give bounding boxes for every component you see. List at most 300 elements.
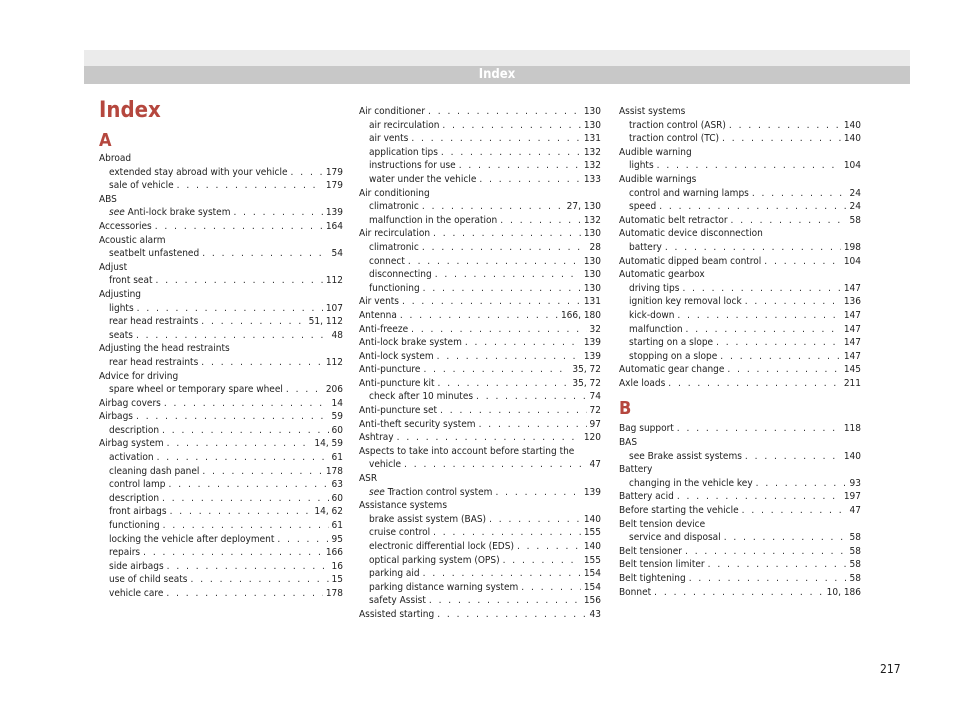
index-column-1 (99, 130, 343, 601)
entry-term (369, 486, 492, 500)
leader-dots (435, 268, 581, 282)
entry-page: 28 (589, 241, 601, 253)
leader-dots (164, 397, 329, 411)
entry-term (619, 572, 686, 586)
index-subentry (99, 206, 343, 220)
index-subentry (619, 531, 861, 545)
entry-text: changing in the vehicle key (629, 477, 753, 489)
entry-page: 61 (331, 520, 343, 532)
entry-page: 15 (331, 574, 343, 586)
leader-dots (442, 119, 580, 133)
entry-page: 97 (589, 418, 601, 430)
entry-page: 198 (843, 241, 861, 253)
entry-term (369, 255, 405, 269)
index-entry (359, 418, 601, 432)
index-subentry (359, 255, 601, 269)
leader-dots (433, 526, 581, 540)
entry-term (629, 309, 674, 323)
index-subentry (619, 200, 861, 214)
entry-term (109, 274, 153, 288)
index-subentry (359, 200, 601, 214)
entry-text: side airbags (109, 560, 164, 572)
entry-term (369, 540, 514, 554)
entry-page: 166 (325, 547, 343, 559)
entry-term (109, 247, 199, 261)
leader-dots (686, 323, 841, 337)
entry-term (99, 437, 164, 451)
index-heading: Automatic device disconnection (619, 228, 763, 240)
entry-term (369, 554, 500, 568)
entry-term (109, 465, 199, 479)
index-entry (619, 363, 861, 377)
entry-text: Anti-puncture set (359, 405, 438, 417)
entry-text: Antenna (359, 309, 397, 321)
entry-page: 74 (589, 391, 601, 403)
entry-text: Ashtray (359, 432, 394, 444)
index-heading: Acoustic alarm (99, 234, 166, 246)
entry-text: parking distance warning system (369, 581, 519, 593)
entry-text: Air vents (359, 296, 399, 308)
entry-page: 179 (325, 180, 343, 192)
index-subentry (359, 540, 601, 554)
entry-term (629, 159, 654, 173)
index-subentry (99, 573, 343, 587)
entry-text: control and warning lamps (629, 187, 749, 199)
index-entry (619, 377, 861, 391)
leader-dots (727, 363, 840, 377)
index-column-2 (359, 105, 601, 622)
entry-term (369, 132, 408, 146)
entry-page: 139 (325, 207, 343, 219)
entry-page: 130 (583, 282, 601, 294)
index-heading: Assist systems (619, 106, 686, 117)
entry-page: 156 (583, 595, 601, 607)
entry-text: description (109, 424, 160, 436)
leader-dots (423, 363, 569, 377)
index-heading: Aspects to take into account before starting the (359, 445, 575, 457)
entry-term (619, 422, 674, 436)
index-entry (99, 410, 343, 424)
index-entry (359, 309, 601, 323)
entry-term (109, 546, 140, 560)
entry-text: application tips (369, 146, 438, 158)
entry-page: 32 (589, 323, 601, 335)
entry-term (369, 581, 518, 595)
page-number: 217 (880, 662, 901, 676)
entry-term (359, 295, 399, 309)
index-subentry (359, 458, 601, 472)
entry-page: 48 (331, 329, 343, 341)
entry-text: sale of vehicle (109, 180, 174, 192)
entry-page: 130 (583, 119, 601, 131)
leader-dots (665, 241, 841, 255)
entry-term (369, 119, 439, 133)
index-entry (359, 431, 601, 445)
entry-text: connect (369, 255, 405, 267)
leader-dots (162, 492, 329, 506)
entry-term (369, 390, 473, 404)
entry-page: 147 (843, 309, 861, 321)
entry-text: instructions for use (369, 160, 456, 172)
entry-text: malfunction (629, 323, 683, 335)
leader-dots (745, 450, 841, 464)
entry-page: 24 (849, 187, 861, 199)
index-entry (619, 504, 861, 518)
index-entry (359, 227, 601, 241)
entry-text: disconnecting (369, 269, 432, 281)
leader-dots (657, 159, 841, 173)
entry-page: 95 (331, 533, 343, 545)
entry-term (369, 526, 430, 540)
leader-dots (402, 295, 581, 309)
entry-text: lights (629, 160, 654, 172)
index-subentry (619, 477, 861, 491)
entry-term (109, 519, 160, 533)
entry-page: 206 (325, 384, 343, 396)
entry-text: Belt tensioner (619, 545, 682, 557)
entry-page: 35, 72 (572, 377, 601, 389)
leader-dots (202, 465, 322, 479)
index-subentry (99, 302, 343, 316)
entry-term (369, 241, 419, 255)
entry-text: traction control (TC) (629, 133, 719, 145)
entry-page: 147 (843, 337, 861, 349)
entry-text: Anti-lock brake system (127, 207, 231, 219)
index-heading: Audible warnings (619, 173, 697, 185)
entry-term (359, 105, 425, 119)
leader-dots (397, 431, 581, 445)
index-entry (359, 350, 601, 364)
entry-page: 61 (331, 452, 343, 464)
leader-dots (202, 247, 328, 261)
entry-text: parking aid (369, 568, 420, 580)
entry-text: use of child seats (109, 574, 188, 586)
entry-text: climatronic (369, 241, 419, 253)
index-heading: Belt tension device (619, 518, 706, 530)
entry-term (359, 336, 462, 350)
entry-page: 35, 72 (572, 364, 601, 376)
entry-term (629, 531, 721, 545)
index-subentry (359, 214, 601, 228)
index-subentry (619, 350, 861, 364)
leader-dots (745, 295, 841, 309)
leader-dots (708, 558, 847, 572)
index-entry (619, 422, 861, 436)
entry-term (629, 295, 742, 309)
index-entry (359, 323, 601, 337)
entry-page: 60 (331, 492, 343, 504)
index-subentry (359, 282, 601, 296)
leader-dots (716, 336, 841, 350)
entry-term (619, 363, 724, 377)
entry-term (369, 214, 497, 228)
index-entry (619, 490, 861, 504)
entry-term (109, 383, 283, 397)
leader-dots (423, 282, 581, 296)
entry-page: 139 (583, 350, 601, 362)
index-entry (359, 105, 601, 119)
entry-page: 155 (583, 554, 601, 566)
entry-term (369, 458, 401, 472)
leader-dots (422, 241, 587, 255)
leader-dots (521, 581, 581, 595)
index-subentry (619, 309, 861, 323)
leader-dots (479, 173, 580, 187)
entry-page: 58 (849, 559, 861, 571)
entry-page: 27, 130 (566, 201, 601, 213)
entry-term (109, 492, 159, 506)
index-subentry (619, 187, 861, 201)
entry-text: safety Assist (369, 595, 426, 607)
entry-term (99, 220, 152, 234)
entry-text: Airbag covers (99, 397, 161, 409)
leader-dots (722, 132, 841, 146)
leader-dots (489, 513, 581, 527)
index-entry (619, 558, 861, 572)
entry-text: rear head restraints (109, 356, 199, 368)
index-heading: Adjust (99, 261, 128, 273)
leader-dots (441, 146, 581, 160)
leader-dots (201, 356, 323, 370)
entry-page: 58 (849, 545, 861, 557)
entry-page: 164 (325, 220, 343, 232)
entry-term (109, 587, 163, 601)
leader-dots (479, 418, 587, 432)
leader-dots (685, 545, 847, 559)
entry-term (629, 336, 713, 350)
index-subentry (99, 533, 343, 547)
entry-page: 131 (583, 296, 601, 308)
index-heading: ABS (99, 193, 117, 205)
entry-text: cleaning dash panel (109, 465, 200, 477)
index-column-3 (619, 105, 861, 599)
entry-text: description (109, 492, 160, 504)
leader-dots (167, 437, 312, 451)
section-letter: B (619, 398, 632, 420)
entry-page: 140 (583, 513, 601, 525)
entry-page: 112 (325, 275, 343, 287)
entry-text: speed (629, 201, 657, 213)
entry-term (359, 418, 476, 432)
entry-text: ignition key removal lock (629, 296, 742, 308)
entry-text: control lamp (109, 479, 166, 491)
entry-text: Belt tightening (619, 573, 686, 584)
index-subentry (359, 554, 601, 568)
entry-term (629, 323, 683, 337)
leader-dots (177, 179, 323, 193)
index-subentry (99, 519, 343, 533)
entry-term (619, 214, 728, 228)
entry-page: 178 (325, 588, 343, 599)
leader-dots (201, 315, 305, 329)
index-heading: Abroad (99, 153, 132, 164)
index-subentry (359, 513, 601, 527)
entry-page: 139 (583, 337, 601, 349)
leader-dots (286, 383, 323, 397)
leader-dots (764, 255, 841, 269)
index-subentry (99, 179, 343, 193)
entry-text: vehicle care (109, 588, 164, 599)
leader-dots (438, 377, 570, 391)
entry-page: 154 (583, 568, 601, 580)
entry-page: 14, 62 (314, 506, 343, 518)
index-entry (99, 437, 343, 451)
entry-page: 166, 180 (560, 309, 601, 321)
entry-text: Anti-theft security system (359, 418, 476, 430)
entry-page: 59 (331, 411, 343, 423)
leader-dots (277, 533, 328, 547)
leader-dots (423, 567, 581, 581)
entry-page: 139 (583, 486, 601, 498)
entry-term (369, 282, 420, 296)
leader-dots (166, 587, 322, 601)
entry-text: optical parking system (OPS) (369, 554, 500, 566)
leader-dots (503, 554, 581, 568)
leader-dots (742, 504, 847, 518)
entry-term (629, 132, 719, 146)
index-subentry (99, 356, 343, 370)
entry-text: Traction control system (387, 486, 493, 498)
index-subentry (99, 383, 343, 397)
entry-term (359, 404, 437, 418)
index-subentry (99, 505, 343, 519)
index-subentry (359, 567, 601, 581)
entry-text: lights (109, 302, 134, 314)
index-entry (619, 586, 861, 600)
entry-page: 10, 186 (826, 586, 861, 598)
entry-term (109, 166, 288, 180)
leader-dots (136, 329, 329, 343)
entry-term (629, 241, 662, 255)
leader-dots (677, 422, 841, 436)
entry-term (629, 187, 749, 201)
index-heading: Adjusting the head restraints (99, 343, 230, 355)
entry-text: extended stay abroad with your vehicle (109, 166, 288, 178)
entry-text: activation (109, 452, 154, 464)
entry-text: climatronic (369, 201, 419, 213)
see-reference: see (109, 207, 125, 219)
index-subentry (99, 315, 343, 329)
leader-dots (731, 214, 847, 228)
index-subentry (359, 173, 601, 187)
index-entry (99, 220, 343, 234)
leader-dots (729, 119, 841, 133)
entry-text: Assisted starting (359, 608, 435, 620)
entry-term (99, 410, 133, 424)
section-letter: A (99, 130, 112, 151)
leader-dots (291, 166, 323, 180)
index-subentry (359, 132, 601, 146)
leader-dots (170, 505, 312, 519)
entry-page: 58 (849, 532, 861, 544)
index-heading: Adjusting (99, 288, 142, 300)
entry-term (369, 268, 432, 282)
entry-page: 93 (849, 477, 861, 489)
entry-text: water under the vehicle (369, 173, 477, 185)
entry-term (109, 206, 230, 220)
entry-text: vehicle (369, 459, 402, 471)
entry-text: Anti-puncture kit (359, 377, 435, 389)
entry-text: Anti-puncture (359, 364, 421, 376)
leader-dots (136, 410, 329, 424)
index-entry (359, 404, 601, 418)
entry-term (619, 377, 665, 391)
entry-text: service and disposal (629, 532, 721, 544)
index-subentry (99, 329, 343, 343)
entry-term (629, 450, 742, 464)
entry-term (369, 146, 438, 160)
entry-page: 140 (583, 541, 601, 552)
entry-term (359, 227, 430, 241)
entry-page: 155 (583, 527, 601, 539)
entry-text: Before starting the vehicle (619, 505, 739, 517)
entry-text: driving tips (629, 282, 680, 294)
index-subentry (619, 241, 861, 255)
entry-page: 145 (843, 364, 861, 376)
entry-text: check after 10 minutes (369, 391, 474, 403)
entry-text: Airbag system (99, 438, 164, 450)
entry-text: Battery acid (619, 491, 674, 503)
entry-term (109, 451, 154, 465)
leader-dots (156, 274, 323, 288)
entry-term (359, 350, 434, 364)
entry-page: 132 (583, 160, 601, 172)
entry-page: 47 (849, 505, 861, 517)
index-subentry (619, 119, 861, 133)
entry-term (359, 377, 435, 391)
entry-term (359, 309, 397, 323)
entry-page: 120 (583, 432, 601, 444)
leader-dots (428, 105, 581, 119)
index-subentry (99, 587, 343, 601)
leader-dots (724, 531, 847, 545)
entry-text: traction control (ASR) (629, 119, 726, 131)
entry-text: brake assist system (BAS) (369, 513, 487, 525)
leader-dots (720, 350, 841, 364)
entry-term (619, 558, 705, 572)
entry-term (369, 200, 419, 214)
index-subentry (359, 526, 601, 540)
index-subentry (619, 323, 861, 337)
entry-text: spare wheel or temporary spare wheel (109, 384, 283, 396)
entry-page: 132 (583, 146, 601, 158)
see-reference: see (369, 486, 385, 498)
entry-text: Anti-lock brake system (359, 337, 462, 349)
index-heading: BAS (619, 437, 638, 449)
entry-page: 54 (331, 248, 343, 260)
entry-text: functioning (369, 282, 420, 294)
entry-term (359, 608, 434, 622)
entry-term (109, 560, 164, 574)
leader-dots (411, 323, 586, 337)
leader-dots (517, 540, 581, 554)
index-subentry (99, 560, 343, 574)
entry-page: 58 (849, 214, 861, 226)
entry-page: 136 (843, 296, 861, 308)
entry-page: 16 (331, 560, 343, 572)
index-subentry (99, 274, 343, 288)
index-subentry (99, 492, 343, 506)
entry-text: Airbags (99, 411, 133, 423)
entry-text: Axle loads (619, 377, 666, 389)
entry-term (359, 363, 420, 377)
index-entry (619, 214, 861, 228)
leader-dots (459, 159, 581, 173)
leader-dots (654, 586, 824, 600)
index-subentry (619, 295, 861, 309)
entry-text: starting on a slope (629, 337, 714, 349)
leader-dots (677, 309, 840, 323)
